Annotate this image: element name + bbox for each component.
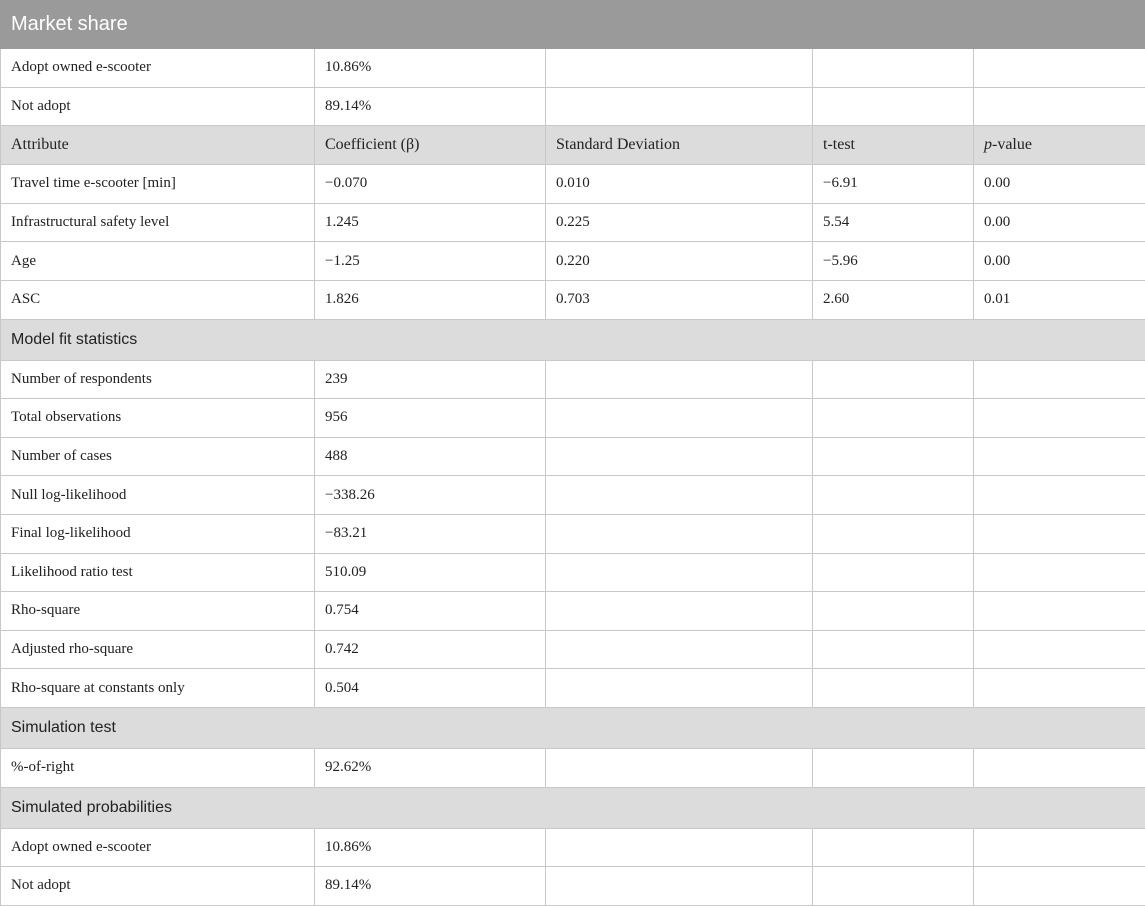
table-row (1, 437, 1145, 476)
row-label: Number of respondents (1, 360, 315, 399)
attribute-name: Age (1, 242, 315, 281)
row-label: Not adopt (1, 87, 315, 126)
empty-cell (813, 553, 974, 592)
row-label: Number of cases (1, 437, 315, 476)
std-dev-value: 0.010 (546, 165, 813, 204)
table-row (1, 514, 1145, 553)
empty-cell (546, 669, 813, 708)
empty-cell (813, 630, 974, 669)
empty-cell (546, 867, 813, 906)
attribute-column-header: Attribute (1, 126, 315, 165)
row-value: 510.09 (315, 553, 546, 592)
empty-cell (813, 437, 974, 476)
t-test-value: 5.54 (813, 203, 974, 242)
empty-cell (974, 553, 1145, 592)
row-label: %-of-right (1, 748, 315, 787)
empty-cell (813, 49, 974, 88)
empty-cell (813, 514, 974, 553)
empty-cell (813, 87, 974, 126)
empty-cell (974, 476, 1145, 515)
empty-cell (813, 592, 974, 631)
attribute-name: Infrastructural safety level (1, 203, 315, 242)
table-row (1, 867, 1145, 906)
empty-cell (546, 630, 813, 669)
model-fit-header-row (1, 319, 1145, 360)
std-dev-column-header: Standard Deviation (546, 126, 813, 165)
empty-cell (546, 360, 813, 399)
empty-cell (546, 828, 813, 867)
row-label: Likelihood ratio test (1, 553, 315, 592)
row-value: 89.14% (315, 867, 546, 906)
row-value: 239 (315, 360, 546, 399)
empty-cell (813, 360, 974, 399)
empty-cell (546, 437, 813, 476)
row-value: 89.14% (315, 87, 546, 126)
simulated-probabilities-title: Simulated probabilities (1, 787, 1145, 828)
row-value: 0.754 (315, 592, 546, 631)
empty-cell (546, 553, 813, 592)
attribute-header-row (1, 126, 1145, 165)
empty-cell (813, 399, 974, 438)
row-label: Rho-square at constants only (1, 669, 315, 708)
p-value: 0.00 (974, 242, 1145, 281)
empty-cell (974, 360, 1145, 399)
row-value: 956 (315, 399, 546, 438)
table-row (1, 828, 1145, 867)
row-label: Not adopt (1, 867, 315, 906)
table-row (1, 748, 1145, 787)
empty-cell (546, 476, 813, 515)
coefficient-value: 1.245 (315, 203, 546, 242)
table-row (1, 399, 1145, 438)
row-label: Adopt owned e-scooter (1, 49, 315, 88)
simulation-test-header-row (1, 707, 1145, 748)
row-value: 488 (315, 437, 546, 476)
row-value: 0.504 (315, 669, 546, 708)
empty-cell (813, 828, 974, 867)
empty-cell (813, 867, 974, 906)
p-value: 0.01 (974, 280, 1145, 319)
table-row (1, 592, 1145, 631)
coefficient-column-header: Coefficient (β) (315, 126, 546, 165)
table-row (1, 242, 1145, 281)
p-value-suffix: -value (992, 136, 1032, 153)
row-value: −83.21 (315, 514, 546, 553)
empty-cell (974, 748, 1145, 787)
table-row (1, 630, 1145, 669)
empty-cell (813, 748, 974, 787)
empty-cell (546, 592, 813, 631)
t-test-column-header: t-test (813, 126, 974, 165)
p-value-column-header (974, 126, 1145, 165)
empty-cell (974, 669, 1145, 708)
market-share-header-row (1, 1, 1145, 49)
empty-cell (974, 867, 1145, 906)
t-test-value: 2.60 (813, 280, 974, 319)
table-row (1, 553, 1145, 592)
p-italic: p (984, 136, 992, 153)
table-row (1, 49, 1145, 88)
table-row (1, 165, 1145, 204)
model-fit-title: Model fit statistics (1, 319, 1145, 360)
row-label: Adopt owned e-scooter (1, 828, 315, 867)
row-value: −338.26 (315, 476, 546, 515)
std-dev-value: 0.703 (546, 280, 813, 319)
empty-cell (546, 399, 813, 438)
table-row (1, 203, 1145, 242)
table-row (1, 360, 1145, 399)
table-row (1, 669, 1145, 708)
empty-cell (974, 87, 1145, 126)
t-test-value: −5.96 (813, 242, 974, 281)
simulation-test-title: Simulation test (1, 707, 1145, 748)
empty-cell (813, 669, 974, 708)
empty-cell (546, 748, 813, 787)
table-row (1, 476, 1145, 515)
empty-cell (974, 630, 1145, 669)
row-value: 92.62% (315, 748, 546, 787)
empty-cell (974, 514, 1145, 553)
std-dev-value: 0.220 (546, 242, 813, 281)
t-test-value: −6.91 (813, 165, 974, 204)
std-dev-value: 0.225 (546, 203, 813, 242)
row-label: Rho-square (1, 592, 315, 631)
row-label: Adjusted rho-square (1, 630, 315, 669)
empty-cell (974, 437, 1145, 476)
row-label: Total observations (1, 399, 315, 438)
empty-cell (974, 49, 1145, 88)
row-label: Null log-likelihood (1, 476, 315, 515)
row-label: Final log-likelihood (1, 514, 315, 553)
empty-cell (974, 828, 1145, 867)
attribute-name: ASC (1, 280, 315, 319)
coefficient-value: −0.070 (315, 165, 546, 204)
attribute-name: Travel time e-scooter [min] (1, 165, 315, 204)
empty-cell (813, 476, 974, 515)
p-value: 0.00 (974, 203, 1145, 242)
empty-cell (546, 87, 813, 126)
simulated-probabilities-header-row (1, 787, 1145, 828)
market-share-title: Market share (1, 1, 1145, 49)
table-row (1, 87, 1145, 126)
coefficient-value: −1.25 (315, 242, 546, 281)
coefficient-value: 1.826 (315, 280, 546, 319)
empty-cell (974, 399, 1145, 438)
empty-cell (546, 49, 813, 88)
p-value: 0.00 (974, 165, 1145, 204)
row-value: 10.86% (315, 828, 546, 867)
row-value: 0.742 (315, 630, 546, 669)
table-row (1, 280, 1145, 319)
empty-cell (974, 592, 1145, 631)
row-value: 10.86% (315, 49, 546, 88)
empty-cell (546, 514, 813, 553)
